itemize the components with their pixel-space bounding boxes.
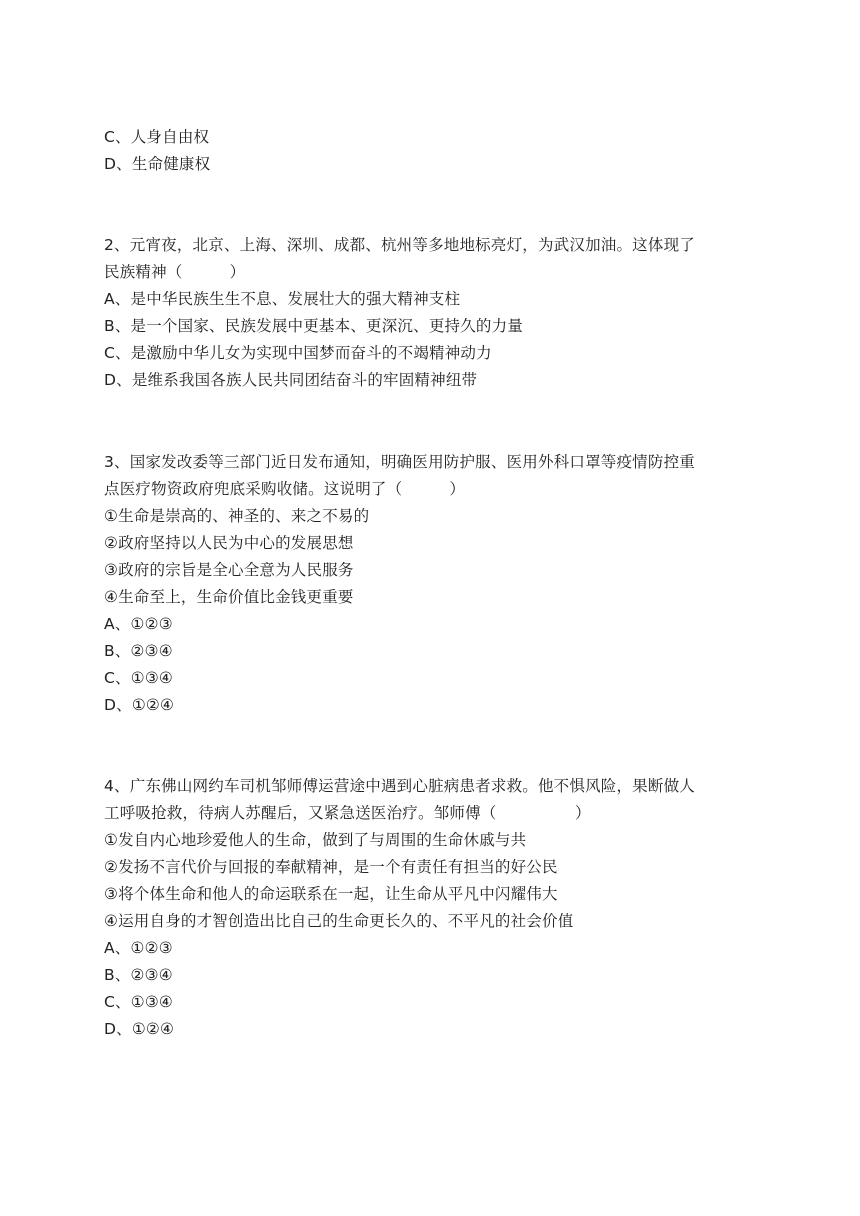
q2-stem-line2: 民族精神（ ） (104, 263, 246, 281)
q3-option-b: B、②③④ (104, 642, 173, 660)
q3-statement-1: ①生命是崇高的、神圣的、来之不易的 (104, 507, 370, 525)
q4-option-d: D、①②④ (104, 1020, 175, 1038)
q2-option-d: D、是维系我国各族人民共同团结奋斗的牢固精神纽带 (104, 371, 478, 389)
q3-option-a: A、①②③ (104, 615, 173, 633)
q4-option-a: A、①②③ (104, 939, 173, 957)
q3-stem-line1: 3、国家发改委等三部门近日发布通知，明确医用防护服、医用外科口罩等疫情防控重 (104, 453, 695, 471)
q4-statement-3: ③将个体生命和他人的命运联系在一起，让生命从平凡中闪耀伟大 (104, 885, 558, 903)
q3-option-c: C、①③④ (104, 669, 174, 687)
q2-option-c: C、是激励中华儿女为实现中国梦而奋斗的不竭精神动力 (104, 344, 492, 362)
q1-option-d: D、生命健康权 (104, 155, 211, 173)
q2-option-a: A、是中华民族生生不息、发展壮大的强大精神支柱 (104, 290, 461, 308)
q4-option-b: B、②③④ (104, 966, 173, 984)
q4-statement-4: ④运用自身的才智创造出比自己的生命更长久的、不平凡的社会价值 (104, 912, 574, 930)
q3-option-d: D、①②④ (104, 696, 175, 714)
q4-stem-line1: 4、广东佛山网约车司机邹师傅运营途中遇到心脏病患者求救。他不惧风险，果断做人 (104, 777, 695, 795)
q2-stem-line1: 2、元宵夜，北京、上海、深圳、成都、杭州等多地地标亮灯，为武汉加油。这体现了 (104, 236, 695, 254)
q4-option-c: C、①③④ (104, 993, 174, 1011)
q3-statement-4: ④生命至上，生命价值比金钱更重要 (104, 588, 354, 606)
q3-statement-3: ③政府的宗旨是全心全意为人民服务 (104, 561, 354, 579)
q4-stem-line2: 工呼吸抢救，待病人苏醒后，又紧急送医治疗。邹师傅（ ） (104, 804, 591, 822)
q4-statement-2: ②发扬不言代价与回报的奉献精神，是一个有责任有担当的好公民 (104, 858, 558, 876)
q2-option-b: B、是一个国家、民族发展中更基本、更深沉、更持久的力量 (104, 317, 524, 335)
q3-statement-2: ②政府坚持以人民为中心的发展思想 (104, 534, 354, 552)
q4-statement-1: ①发自内心地珍爱他人的生命，做到了与周围的生命休戚与共 (104, 831, 527, 849)
q3-stem-line2: 点医疗物资政府兜底采购收储。这说明了（ ） (104, 480, 466, 498)
q1-option-c: C、人身自由权 (104, 128, 210, 146)
